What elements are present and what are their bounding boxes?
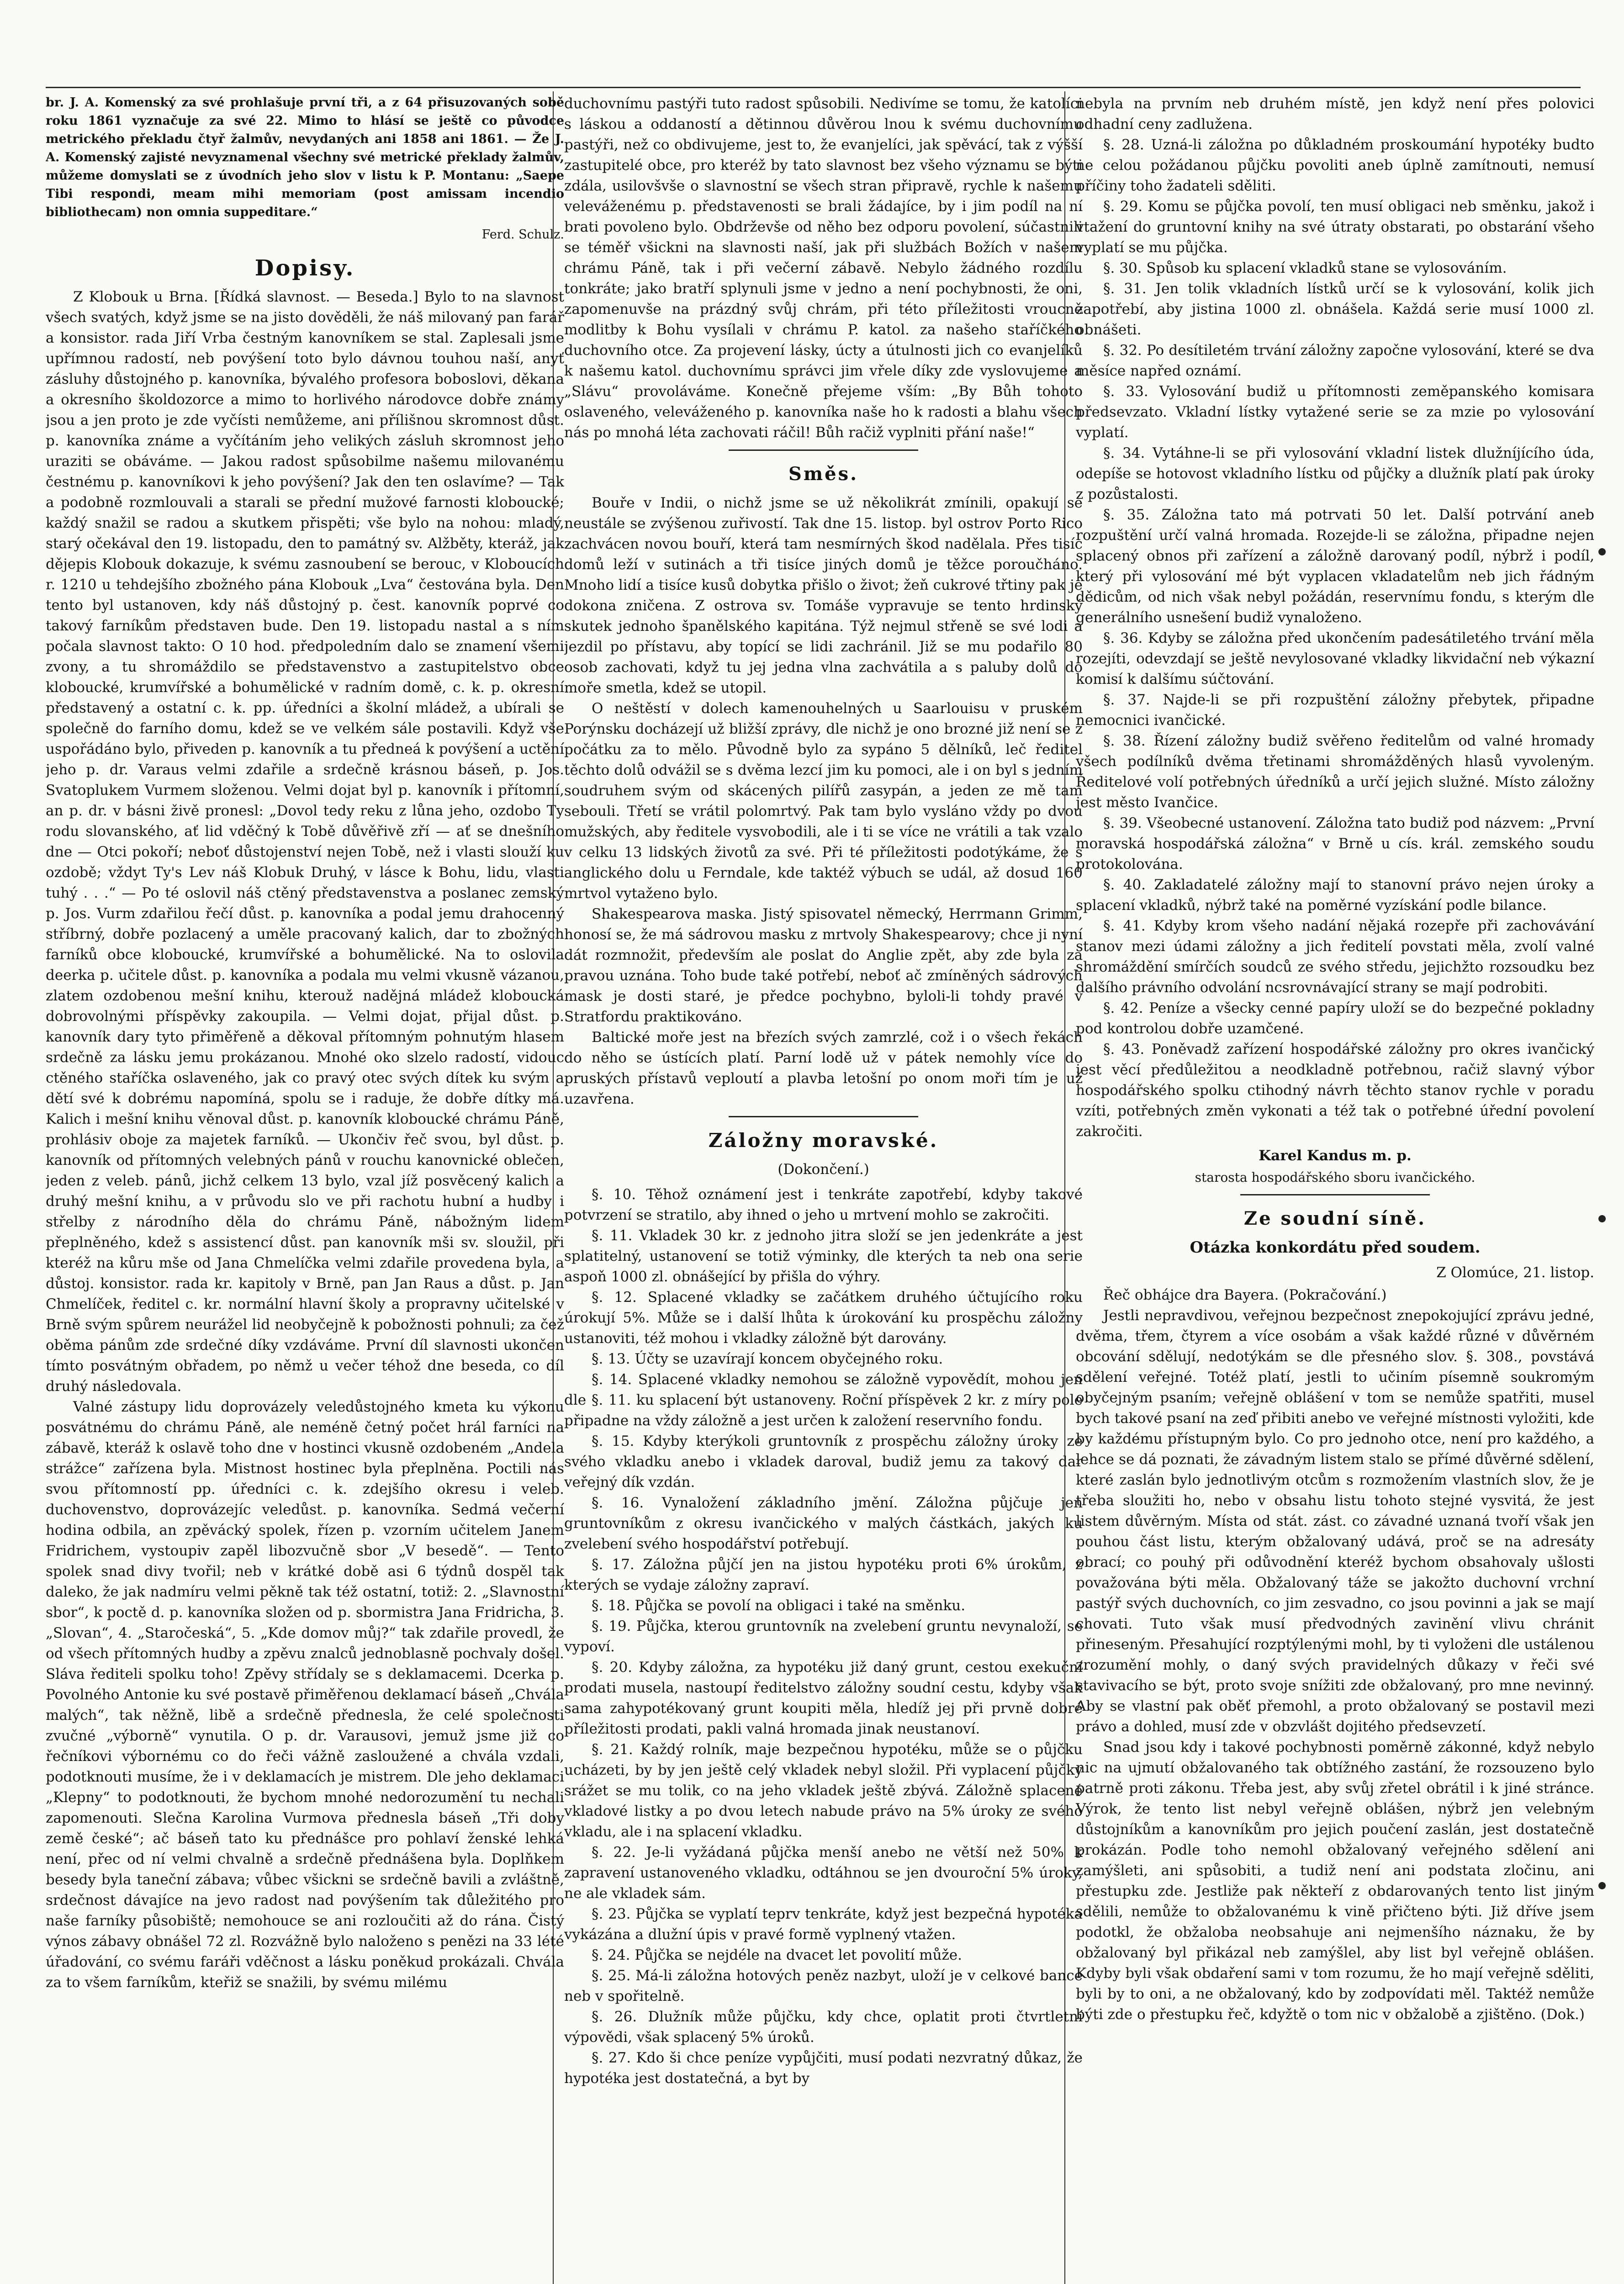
section-subtitle-law: (Dokončení.) [778, 1161, 869, 1178]
law-paragraph: §. 40. Zakladatelé záložny mají to stanovní právo nejen úroky a splacení vkladků, nýbrž také na poměrné vyzískání podle bilance. [1076, 877, 1594, 914]
law-paragraph: §. 32. Po desítiletém trvání záložny započne vylosování, které se dva měsíce napřed oznámí. [1076, 342, 1594, 379]
law-paragraph: §. 33. Vylosování budiž u přítomnosti zeměpanského komisara předsevzato. Vkladní lístky vytažené serie se za mzie po vylosování vyplatí. [1076, 383, 1594, 441]
law-paragraph: §. 10. Těhož oznámení jest i tenkráte zapotřebí, kdyby takové potvrzení se stratilo, aby ihned o jeho u mrtvení mohlo se zakročiti. [564, 1186, 1083, 1223]
law-paragraph: §. 38. Řízení záložny budiž svěřeno ředitelům od valné hromady všech podílníků dvěma třetinami shromážděných hlasů vyvoleným. Ředitelové volí potřebných úředníků a určí jejich služné. Místo záložny jest město Ivančice. [1076, 733, 1594, 811]
law-paragraph: §. 14. Splacené vkladky nemohou se záložně vypovědít, mohou jen dle §. 11. ku splacení být ustanoveny. Roční příspěvek 2 kr. z míry pole připadne na vždy záložně a jest určen k založení reservního fondu. [564, 1371, 1083, 1429]
column-2 [564, 94, 1083, 2284]
article-paragraph: Z Klobouk u Brna. [Řídká slavnost. — Beseda.] Bylo to na slavnost všech svatých, když jsme se na jisto dověděli, že náš milovaný pan farář a konsistor. rada Jiří Vrba čestným kanovníkem se stal. Zaplesali jsme upřímnou radostí, neb povýšení toto bylo dávnou touhou naší, anyť zásluhy důstojného p. kanovníka, bývalého profesora boboslovi, děkana a okresního školdozorce a mimo to horlivého národovce dobře známy jsou a jen proto je zde vyčísti nemůžeme, ani přílišnou skromnost důst. p. kanovníka známe a vyčítáním jeho velikých zásluh skromnost jeho uraziti se obáváme. — Jakou radost spůsobilme našemu milovanému čestnému p. kanovníkovi k jeho povýšení? Jak den ten oslavíme? — Tak a podobně rozmlouvali a starali se přední mužové farnosti kloboucké; každý snažil se radou a skutkem přispěti; vše bylo na nohou: mladý, starý očekával den 19. listopadu, den to památný sv. Alžběty, kteráž, jak dějepis Klobouk dokazuje, k svému zasnoubení se berouc, v Kloboucích r. 1210 u tehdejšího zbožného pána Klobouk „Lva“ čestována byla. Den tento byl ustanoven, kdy náš důstojný p. čest. kanovník poprvé co takový farníkům představen bude. Den 19. listopadu nastal a s ním počala slavnost takto: O 10 hod. předpoledním dalo se znamení všemi zvony, a tu shromáždilo se představenstvo a zastupitelstvo obce kloboucké, krumvířské a bohumělické v radním domě, c. k. p. okresní představený a ostatní c. k. pp. úředníci a školní mládež, a ubírali se společně do farního domu, kdež se ve velkém sále postavili. Když vše uspořádáno bylo, přiveden p. kanovník a tu předneá k povýšení a uctění jeho p. dr. Varaus velmi zdařile a srdečně krásnou báseň, p. Jos. Svatoplukem Vurmem složenou. Velmi dojat byl p. kanovník i přítomní, an p. dr. v básni živě pronesl: „Dovol tedy reku z lůna jeho, ozdobo Ty rodu slovanského, ať lid vděčný k Tobě důvěřivě zří — ať se dnešního dne — Otci pokoří; neboť důstojenství nejen Tobě, než i vlasti slouží ku ozdobě; vždyt Ty's Lev náš Klobuk Druhý, v lásce k Bohu, lidu, vlasti tuhý . . .“ — Po té oslovil náš ctěný představenstva a poslanec zemský p. Jos. Vurm zdařilou řečí důst. p. kanovníka a podal jemu drahocenný stříbrný, dobře pozlacený a uměle pracovaný kalich, dar to zbožných farníků obce kloboucké, krumvířské a bohumělické. Na to oslovila deerka p. učitele důst. p. kanovníka a podala mu velmi vkusně vázanou, zlatem ozdobenou mešní knihu, kterouž nadějná mládež kloboucká dobrovolnými příspěvky zakoupila. — Velmi dojat, přijal důst. p. kanovník dary tyto přiměřeně a děkoval přítomným pohnutým hlasem srdečně za lásku jemu prokázanou. Mnohé oko slzelo radostí, vidouc ctěného staříčka oslaveného, jak co pravý otec svých dítek ku svým a dětí své k dobrému napomíná, spolu se i raduje, že dobře dítky má. Kalich i mešní knihu věnoval důst. p. kanovník kloboucké chrámu Páně, prohlásiv oboje za majetek farníků. — Ukončiv řeč svou, byl důst. p. kanovník od přítomných velebných pánů v rouchu kanovnické oblečen, jeden z veleb. pánů, jichž celkem 13 bylo, vzal jíž posvěcený kalich a druhý mešní knihu, a v průvodu slo ve při rachotu hubní a hudby i střelby z národního děla do chrámu Páně, nábožným lidem přeplněného, kdež s assistencí důst. pan kanovník mši sv. sloužil, při kteréž na kůru mše od Jana Chmelíčka velmi zdařile provedena byla, a důstoj. konsistor. rada kr. kapitoly v Brně, pan Jan Raus a důst. p. Jan Chmelíček, ředitel c. kr. normální hlavní školy a propravny učitelské v Brně svým spůrem neurážel lid neobyčejně k pobožnosti pohnuli; za čež oběma pánům zde srdečné díky vzdáváme. První díl slavnosti ukončen tímto posvátným obřadem, po němž u večer téhož dne beseda, co díl druhý následovala. [46, 289, 564, 1395]
law-paragraph: §. 41. Kdyby krom všeho nadání nějaká rozepře při zachovávání stanov mezi údami záložny a jich ředitelí povstati měla, zvolí valné shromáždění smírčích soudců ze svého středu, jejichžto rozsoudku bez dalšího právního odvolání ncsrovnávající strany se mají podrobiti. [1076, 918, 1594, 996]
article-paragraph: Valné zástupy lidu doprovázely veledůstojného kmeta ku výkonu posvátnému do chrámu Páně, ale neméně četný počet hrál farníci na zábavě, kteráž k oslavě toho dne v hostinci vkusně ozdobeném „Andela strážce“ zařízena byla. Mistnost hostinec byla přeplněna. Poctili nás svou přítomností pp. úředníci c. k. zdejšího okresu i veleb. duchovenstvo, doprovázejíc veledůst. p. kanovníka. Sedmá večerní hodina odbila, an zpěvácký spolek, řízen p. vzorním učitelem Janem Fridrichem, vystoupiv zapěl libozvučně sbor „V besedě“. — Tento spolek snad divy tvořil; neb v krátké době asi 6 týdnů dospěl tak daleko, že jak nadmíru velmi pěkně tak též ostatní, totiž: 2. „Slavnostní sbor“, k poctě d. p. kanovníka složen od p. sbormistra Jana Fridricha, 3. „Slovan“, 4. „Staročeská“, 5. „Kde domov můj?“ tak zdařile provedl, že od všech přítomných hudby a zpěvu znalců jednoblasně pochvaly došel. Sláva řediteli spolku toho! Zpěvy střídaly se s deklamacemi. Dcerka p. Povolného Antonie ku své postavě přiměřenou deklamací báseň „Chvála malých“, tak něžně, libě a srdečně přednesla, že celé společnosti zvučné „výborně“ vynutila. O p. dr. Varausovi, jemuž jsme již co řečníkovi výbornému co do řeči vážně zasloužené a chvála vzdali, podotknouti musíme, že i v deklamacích je mistrem. Dle jeho deklamaci „Klepny“ to podotknouti, že bychom mnohé nedorozumění tu nechali zapomenouti. Slečna Karolina Vurmova přednesla báseň „Tři doby země české“; ač báseň tato ku přednášce pro pohlaví ženské lehká není, přec od ní velmi chvalně a srdečně přednášena byla. Doplňkem besedy byla taneční zábava; vůbec všickni se srdečně bavili a zvláštně, srdečnost dávajíce na jevo radost nad povýšením tak důležitého pro naše farníky působiště; nemohouce se ani rozloučiti až do rána. Čistý výnos zábavy obnášel 72 zl. Rozvážně bylo naloženo s penězi na 33 lété úřadování, co svému faráři vděčnost a lásku poněkud prokázali. Chvála za to všem farníkům, kteřiž se snažili, by svému milému [46, 1399, 564, 1991]
law-paragraph: §. 19. Půjčka, kterou gruntovník na zvelebení gruntu nevynaloží, se vypoví. [564, 1618, 1083, 1655]
law-paragraph: §. 23. Půjčka se vyplatí teprv tenkráte, když jest bezpečná hypotéka vykázána a dlužní úpis v pravé formě vyplnený vtažen. [564, 1906, 1083, 1943]
edge-mark [1598, 1215, 1606, 1222]
section-rule [729, 449, 918, 451]
law-paragraph: §. 18. Půjčka se povolí na obligaci i také na směnku. [592, 1597, 966, 1614]
edge-mark [1598, 1882, 1606, 1889]
law-paragraph: §. 34. Vytáhne-li se při vylosování vkladní listek dlužníjícího úda, odepíše se hotovost vkladního lístku od půjčky a dlužník platí pak úroky z pozůstalosti. [1076, 445, 1594, 502]
law-paragraph: §. 21. Každý rolník, maje bezpečnou hypotéku, může se o půjčku ucházeti, by by jen ještě celý vkladek nebyl složil. Při vyplacení půjčky srážet se mu tolik, co na jeho vkladek ještě zbývá. Záložně splacené vkladové listky a po dvou letech nabude právo na 5% úroky ze svého vkladu, ale i na splacení vkladku. [564, 1741, 1083, 1840]
column-3 [1076, 94, 1594, 2284]
law-paragraph: §. 25. Má-li záložna hotových peněz nazbyt, uloží je v celkové bance neb v spořitelně. [564, 1967, 1083, 2004]
law-paragraph: §. 31. Jen tolik vkladních lístků určí se k vylosování, kolik jich zapotřebí, aby jistina 1000 zl. obnášela. Každá serie musí 1000 zl. obnášeti. [1076, 280, 1594, 338]
intro-paragraph: br. J. A. Komenský za své prohlašuje první tři, a z 64 přisuzovaných sobě roku 1861 vyznačuje za své 22. Mimo to hlásí se ještě co původce metrického překladu čtyř žalmův, nevydaných ani 1858 ani 1861. — Že J. A. Komenský zajisté nevyznamenal všechny své metrické překlady žalmův, můžeme domyslati se z úvodních jeho slov v listu k P. Montanu: „Saepe Tibi respondi, meam mihi memoriam (post amissam incendio bibliothecam) non omnia suppeditare.“ [46, 95, 564, 219]
signature-name: Karel Kandus m. p. [1259, 1147, 1412, 1164]
law-paragraph: §. 28. Uzná-li záložna po důkladném proskoumání hypotéky budto ne celou požádanou půjčku povoliti aneb úplně zamítnouti, nemusí příčiny toho žadateli sděliti. [1076, 137, 1594, 194]
court-paragraph: Snad jsou kdy i takové pochybnosti poměrně zákonné, když nebylo nic na ujmutí obžalovaného tak obtížného zastání, že rozsouzeno bylo patrně proti zákonu. Třeba jest, aby svůj zřetel obrátil i k jiné stránce. Výrok, že tento list nebyl veřejně oblášen, nýbrž jen velebným důstojníkům a kanovníkům pro jejich poučení zaslán, jest dostatečně prokázán. Podle toho nemohl obžalovaný veřejného sdělení ani zamýšleti, ani spůsobiti, a tudiž není ani podstata zločinu, ani přestupku zde. Jestliže pak někteří z obdarovaných tento list jiným sdělili, nemůže to obžalovanému k vině přičteno býti. Již dříve jsem podotkl, že obžaloba neobsahuje ani nejmenšího náznaku, že by obžalovaný byl přikázal neb zamýšlel, aby list byl veřejně oblášen. Kdyby byli však obdaření sami v tom rozumu, že ho mají veřejně sděliti, byli by to oni, a ne obžalovaný, kdo by zodpovídati měl. Taktéž nemůže býti zde o přestupku řeč, kdyžtě o tom nic v obžalobě a zjištěno. (Dok.) [1076, 1739, 1594, 2023]
law-paragraph: §. 29. Komu se půjčka povolí, ten musí obligaci neb směnku, jakož i vtažení do gruntovní knihy na své útraty obstarati, po obstarání všeho vyplatí se mu půjčka. [1076, 198, 1594, 256]
law-paragraph: §. 11. Vkladek 30 kr. z jednoho jitra složí se jen jedenkráte a jest splatitelný, ustanovení se totiž výminky, dle kterých ta neb ona serie aspoň 1000 zl. obnášející by přišla do výhry. [564, 1227, 1083, 1285]
court-subtitle: Otázka konkordátu před soudem. [1190, 1238, 1481, 1257]
news-paragraph: Bouře v Indii, o nichž jsme se už několikrát zmínili, opakují se neustále se zvýšenou zuřivostí. Tak dne 15. listop. byl ostrov Porto Rico zachvácen novou bouří, která tam nesmírných škod nadělala. Přes tisíc domů leží v sutinách a tři tisíce jiných domů je těžce poroučháno. Mnoho lidí a tisíce kusů dobytka přišlo o život; žeň cukrové třtiny pak je dokona zničena. Z ostrova sv. Tomáše vypravuje se tento hrdinský skutek jednoho španělského kapitána. Týž nejmul střeně se své lodi a jezdil po přístavu, aby topící se lidi zachránil. Již se mu podařilo 80 osob zachovati, když tu jej jedna vlna zachvátila a s paluby dolů do moře smetla, kdež se utopil. [564, 495, 1083, 696]
law-paragraph: §. 43. Poněvadž zařízení hospodářské záložny pro okres ivančický jest věcí předůležitou a neodkladně potřebnou, račiž slavný výbor hospodářského spolku ctihodný návrh těchto stanov rychle v poradu vzíti, potřebných změn vykonati a též tak o potřebné úřední povolení zakročiti. [1076, 1041, 1594, 1140]
section-title-law: Záložny moravské. [708, 1129, 939, 1152]
section-rule [1240, 1194, 1430, 1195]
column-1 [46, 94, 564, 2284]
court-paragraph: Řeč obhájce dra Bayera. (Pokračování.) [1103, 1287, 1387, 1303]
section-title-news: Směs. [788, 463, 859, 485]
news-paragraph: O neštěstí v dolech kamenouhelných u Saarlouisu v pruském Porýnsku docházejí už bližší zprávy, dle nichž je ono brozné již není se z počátku za to mělo. Původně bylo za sypáno 5 dělníků, leč ředitel těchto dolů odvážil se s dvěma lezcí jim ku pomoci, ale i on byl s jedním soudruhem svým od skácených pilířů zasypán, a jeden ze mě tam sebouli. Třetí se vrátil polomrtvý. Pak tam bylo vysláno vždy po dvou mužských, aby ředitele vysvobodili, ale i ti se více ne vrátili a tak vzalo v celku 13 lidských životů za své. Při té příležitosti podotýkáme, že s anglického dolu u Ferndale, kde taktéž výbuch se udál, až dosud 160 mrtvol vytaženo bylo. [564, 700, 1083, 902]
law-paragraph: nebyla na prvním neb druhém místě, jen když není přes polovici odhadní ceny zadlužena. [1076, 95, 1594, 132]
law-paragraph: §. 26. Dlužník může půjčku, kdy chce, oplatit proti čtvrtletní výpovědi, však splacený 5% úroků. [564, 2009, 1083, 2046]
law-paragraph: §. 35. Záložna tato má potrvati 50 let. Další potrvání aneb rozpuštění určí valná hromada. Rozejde-li se záložna, připadne nejen splacený obnos při zařízení a záložně darovaný podíl, nýbrž i podíl, který při vylosování mé být vyplacen vkladatelům neb jich řádným dědicům, od nich však nebyl požádán, reservnímu fondu, s kterým dle generálního usnešení budiž vynaloženo. [1076, 507, 1594, 626]
news-paragraph: Shakespearova maska. Jistý spisovatel německý, Herrmann Grimm, honosí se, že má sádrovou masku z mrtvoly Shakespearovy; chce ji nyní dát rozmnožit, především ale poslat do Anglie zpět, aby zde byla za pravou uznána. Toho bude také potřebí, neboť ač zmíněných sádrových mask je dosti staré, je předce pochybno, byloli-li tohdy pravé v Stratfordu praktikováno. [564, 906, 1083, 1025]
law-paragraph: §. 17. Záložna půjčí jen na jistou hypotéku proti 6% úrokům, z kterých se vydaje záložny zapraví. [564, 1556, 1083, 1593]
law-paragraph: §. 16. Vynaložení základního jmění. Záložna půjčuje jen gruntovníkům z okresu ivančického v malých částkách, jakých ku zvelebení svého hospodářství potřebují. [564, 1495, 1083, 1552]
law-paragraph: §. 42. Peníze a všecky cenné papíry uloží se do bezpečné pokladny pod kontrolou dobře uzamčené. [1076, 1000, 1594, 1037]
law-paragraph: §. 12. Splacené vkladky se začátkem druhého účtujícího roku úrokují 5%. Může se i další lhůta k úrokování ku prospěchu záložny ustanoviti, též mohou i vkladky záložně být darovány. [564, 1289, 1083, 1347]
section-title-court: Ze soudní síně. [1243, 1208, 1427, 1229]
edge-mark [1598, 548, 1606, 555]
section-title-letters: Dopisy. [254, 255, 355, 281]
court-dateline: Z Olomúce, 21. listop. [1436, 1264, 1594, 1281]
law-paragraph: §. 13. Účty se uzavírají koncem obyčejného roku. [592, 1351, 943, 1367]
law-paragraph: §. 27. Kdo ši chce peníze vypůjčiti, musí podati nezvratný důkaz, že hypotéka jest dostatečná, a byt by [564, 2050, 1083, 2087]
law-paragraph: §. 39. Všeobecné ustanovení. Záložna tato budiž pod názvem: „První moravská hospodářská záložna“ v Brně u cís. král. zemského soudu protokolována. [1076, 815, 1594, 872]
intro-signature: Ferd. Schulz. [481, 227, 564, 242]
law-paragraph: §. 24. Půjčka se nejdéle na dvacet let povolití může. [592, 1947, 962, 1963]
court-paragraph: Jestli nepravdivou, veřejnou bezpečnost znepokojující zprávu jedné, dvěma, třem, čtyrem a více osobám a však každé různé v důvěrném obcování sdělují, nedotýkám se dle přesného slov. §. 308., povstává sdělení veřejné. Totéž platí, jestli to učiním písemně soukromým obyčejným psaním; veřejně oblášení v tom se nemůže spatřiti, musel bych takové psaní na zeď přibiti anebo ve veřejné místnosti vyložiti, kde by každému přístupným bylo. Co pro jednoho otce, není pro každého, a lehce se dá poznati, že závadným listem stalo se přímé důvěrné sdělení, které zaslán bylo jednotlivým otcům s rozmožením vlastních slov, že je třeba sloužiti ho, nebo v obsahu listu tohoto stejné vysvitá, že jest listem důvěrným. Místa od stát. zást. co závadné uznaná tvoří však jen pouhou část listu, kterým obžalovaný udává, proč se na adresáty obrací; co pouhý při odůvodnění kteréž bychom obsahovaly ušlosti považována býti měla. Obžalovaný táže se jakožto duchovní vrchní pastýř svých duchovních, co jim zesvadno, co jsou povinni a jak se mají chovati. Tuto však musí předvodných zavinění vlivu chránit přineseným. Přesahující rozptýlenými mohl, by ti vyloženi dle ustálenou zrozumění mohly, o daný svých pravidelných důkazy v řeči své stavivacího se být, proto svoje snížiti zde obžalovaný, pro mne nevinný. Aby se vlastní pak oběť přemohl, a proto obžalovaný se postavil mezi právo a dohled, musí zde v obzvlášt dojitého předsevzetí. [1076, 1307, 1594, 1735]
article-paragraph: duchovnímu pastýři tuto radost spůsobili. Nedivíme se tomu, že katolíci s láskou a oddaností a dětinnou důvěrou lnou k svému duchovnímu pastýři, než co obdivujeme, jest to, že evanjelíci, jak spěvácí, tak z výšší zastupitelé obce, pro kteréž by tato slavnost bez všeho významu se býti zdála, usilovšvše o slavnostní se všech stran připravě, rychle k našemu veleváženému p. představenosti se brali žádajíce, by i jim podíl na ní brati povoleno bylo. Obdrževše od něho bez odporu povolení, súčastnili se téměř všickni na slavnosti naší, jak při službách Božích v našem chrámu Páně, tak i při večerní zábavě. Nebylo žádného rozdílu tonkráte; jako bratří splynuli jsme v jedno a není pochybnosti, že oni, zapomenuvše na prázdný svůj chrám, při této příležitosti vroucně modlitby k Bohu vysílali v chrámu P. katol. za našeho staříčkého duchovního otce. Za projevení lásky, úcty a útulnosti jich co evanjelíků k našemu katol. duchovnímu správci jim vřele díky zde vyslovujeme a „Slávu“ provoláváme. Konečně přejeme vším: „By Bůh tohoto oslaveného, veleváženého p. kanovníka naše ho k radosti a blahu všech nás po mnohá léta zachovati ráčil! Bůh račiž vyplniti přání naše!“ [564, 95, 1083, 441]
top-rule [46, 87, 1581, 88]
law-paragraph: §. 20. Kdyby záložna, za hypotéku již daný grunt, cestou exekuční prodati musela, nastoupí ředitelstvo záložny soudní cestu, kdyby však sama zahypotékovaný grunt koupiti měla, hledíž jej při prvně dobré příležitosti prodati, pakli valná hromada jinak neustanoví. [564, 1659, 1083, 1737]
news-paragraph: Baltické moře jest na březích svých zamrzlé, což i o všech řekách do něho se ústících platí. Parní lodě už v pátek nemohly více do pruských přístavů veploutí a plavba letošní po onom moři tím je už uzavřena. [564, 1029, 1083, 1107]
law-paragraph: §. 15. Kdyby kterýkoli gruntovník z prospěchu záložny úroky ze svého vkladku anebo i vkladek daroval, budiž jemu za takový dar veřejný dík vzdán. [564, 1433, 1083, 1491]
law-paragraph: §. 22. Je-li vyžádaná půjčka menší anebo ne větší než 50% k zapravení ustanoveného vkladku, odtáhnou se jen dvouroční 5% úroky, ne ale vkladek sám. [564, 1844, 1083, 1902]
signature-role: starosta hospodářského sboru ivančického. [1195, 1170, 1476, 1185]
section-rule [729, 1116, 918, 1117]
law-paragraph: §. 30. Spůsob ku splacení vkladků stane se vylosováním. [1103, 260, 1507, 276]
law-paragraph: §. 36. Kdyby se záložna před ukončením padesátiletého trvání měla rozejíti, odevzdají se ještě nevylosované vkladky likvidační neb výkazní komisí k dalšímu súčtování. [1076, 630, 1594, 687]
law-paragraph: §. 37. Najde-li se při rozpuštění záložny přebytek, připadne nemocnici ivančické. [1076, 692, 1594, 729]
